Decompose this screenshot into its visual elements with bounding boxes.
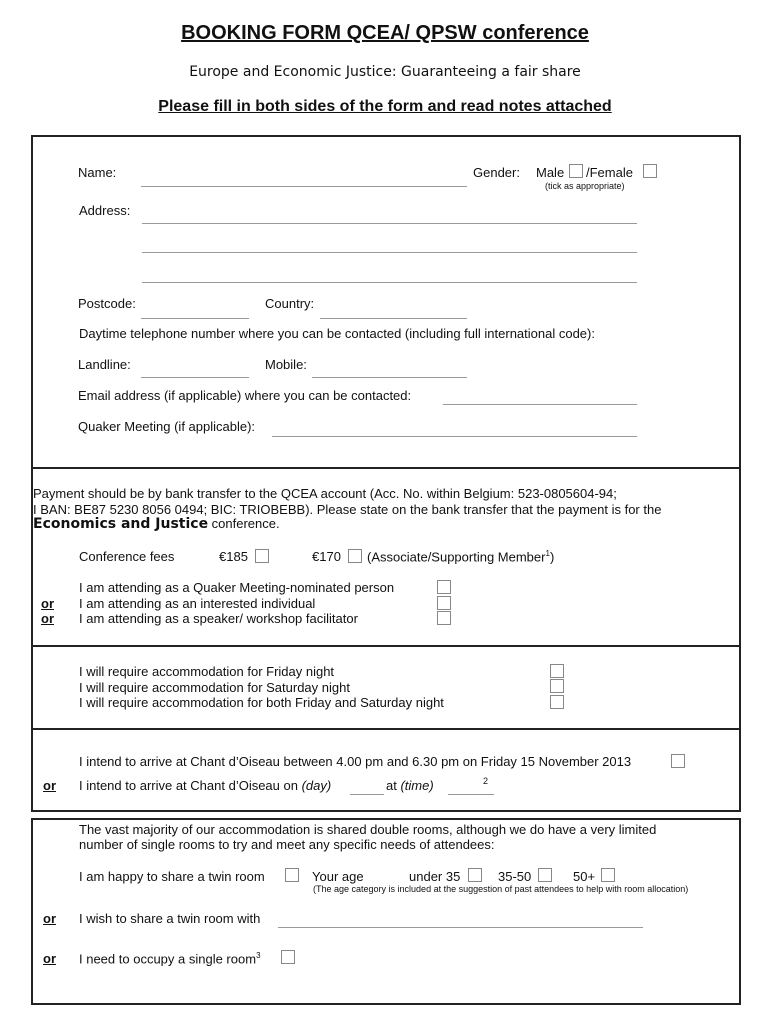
rooms-intro-1: The vast majority of our accommodation is shared double rooms, although we do have a very limited [79, 822, 657, 837]
arrival-time-label [386, 778, 434, 793]
arrival-day-hint: (day) [301, 778, 332, 793]
accommodation-option-1-checkbox[interactable] [550, 664, 564, 678]
arrival-at: at [386, 778, 401, 793]
arrival-standard: I intend to arrive at Chant d’Oiseau between 4.00 pm and 6.30 pm on Friday 15 November 2013 [79, 754, 632, 769]
accommodation-option-2: I will require accommodation for Saturday night [79, 680, 350, 695]
age-label: Your age [312, 869, 364, 884]
quaker-meeting-label: Quaker Meeting (if applicable): [78, 419, 256, 434]
payment-line-1: Payment should be by bank transfer to the QCEA account (Acc. No. within Belgium: 523-0805604-94; [33, 486, 617, 501]
twin-room-label: I am happy to share a twin room [79, 869, 265, 884]
landline-field[interactable] [141, 377, 249, 378]
female-label: /Female [586, 165, 633, 180]
conference-name: Economics and Justice [33, 516, 209, 532]
mobile-field[interactable] [312, 377, 467, 378]
accommodation-option-3: I will require accommodation for both Friday and Saturday night [79, 695, 444, 710]
member-note-text: (Associate/Supporting Member [367, 549, 546, 565]
form-subtitle: Europe and Economic Justice: Guaranteeing a fair share [189, 64, 581, 80]
share-with-field[interactable] [278, 927, 643, 928]
attend-option-3: I am attending as a speaker/ workshop facilitator [79, 611, 358, 626]
address-line-3[interactable] [142, 282, 637, 283]
mobile-label: Mobile: [265, 357, 307, 372]
twin-room-checkbox[interactable] [285, 868, 299, 882]
country-field[interactable] [320, 318, 467, 319]
fee-full-checkbox[interactable] [255, 549, 269, 563]
member-note-close: ) [549, 549, 555, 565]
postcode-field[interactable] [141, 318, 249, 319]
address-line-2[interactable] [142, 252, 637, 253]
or-label: or [43, 911, 56, 926]
attend-option-2-checkbox[interactable] [437, 596, 451, 610]
gender-label: Gender: [473, 165, 520, 180]
share-with-label: I wish to share a twin room with [79, 911, 261, 926]
or-label: or [41, 611, 54, 626]
email-label: Email address (if applicable) where you can be contacted: [78, 388, 412, 403]
landline-label: Landline: [78, 357, 131, 372]
quaker-meeting-field[interactable] [272, 436, 637, 437]
single-room-checkbox[interactable] [281, 950, 295, 964]
arrival-time-hint: (time) [400, 778, 434, 793]
female-checkbox[interactable] [643, 164, 657, 178]
address-line-1[interactable] [142, 223, 637, 224]
age-note: (The age category is included at the suggestion of past attendees to help with room allocation) [313, 884, 689, 894]
accommodation-option-3-checkbox[interactable] [550, 695, 564, 709]
male-label: Male [536, 165, 565, 180]
country-label: Country: [265, 296, 315, 311]
single-room-sup: 3 [256, 951, 261, 960]
male-checkbox[interactable] [569, 164, 583, 178]
fee-member-checkbox[interactable] [348, 549, 362, 563]
form-title: BOOKING FORM QCEA/ QPSW conference [181, 22, 589, 44]
tick-note: (tick as appropriate) [545, 181, 625, 191]
email-field[interactable] [443, 404, 637, 405]
single-room-text: I need to occupy a single room [79, 951, 257, 967]
or-label: or [41, 596, 54, 611]
address-label: Address: [79, 203, 131, 218]
accommodation-option-2-checkbox[interactable] [550, 679, 564, 693]
conference-suffix: conference. [208, 516, 280, 531]
rooms-intro-2: number of single rooms to try and meet any specific needs of attendees: [79, 837, 495, 852]
fee-full: €185 [219, 549, 248, 564]
member-note-sup: 1 [545, 549, 550, 558]
form-instruction: Please fill in both sides of the form and read notes attached [158, 98, 612, 115]
phone-note: Daytime telephone number where you can be contacted (including full international code): [79, 326, 595, 341]
payment-line-2: I BAN: BE87 5230 8056 0494; BIC: TRIOBEBB). Please state on the bank transfer that the payment is for the [33, 502, 662, 517]
age-50-plus-checkbox[interactable] [601, 868, 615, 882]
arrival-standard-checkbox[interactable] [671, 754, 685, 768]
payment-line-3 [33, 516, 280, 532]
accommodation-option-1: I will require accommodation for Friday night [79, 664, 335, 679]
age-35-50-label: 35-50 [498, 869, 532, 884]
arrival-day-field[interactable] [350, 794, 384, 795]
arrival-alternative [79, 778, 331, 793]
name-field[interactable] [141, 186, 467, 187]
or-label: or [43, 951, 56, 966]
arrival-section [31, 728, 741, 812]
arrival-time-field[interactable] [448, 794, 494, 795]
age-under-35-checkbox[interactable] [468, 868, 482, 882]
age-50-plus-label: 50+ [573, 869, 596, 884]
age-35-50-checkbox[interactable] [538, 868, 552, 882]
or-label: or [43, 778, 56, 793]
attend-option-3-checkbox[interactable] [437, 611, 451, 625]
arrival-footnote: 2 [483, 776, 489, 786]
attend-option-2: I am attending as an interested individual [79, 596, 316, 611]
name-label: Name: [78, 165, 117, 180]
postcode-label: Postcode: [78, 296, 136, 311]
age-under-35-label: under 35 [409, 869, 461, 884]
member-note [367, 549, 554, 564]
fee-member: €170 [312, 549, 341, 564]
fees-label: Conference fees [79, 549, 175, 564]
arrival-alt-prefix: I intend to arrive at Chant d’Oiseau on [79, 778, 302, 793]
attend-option-1-checkbox[interactable] [437, 580, 451, 594]
single-room-label [79, 951, 261, 966]
attend-option-1: I am attending as a Quaker Meeting-nominated person [79, 580, 395, 595]
